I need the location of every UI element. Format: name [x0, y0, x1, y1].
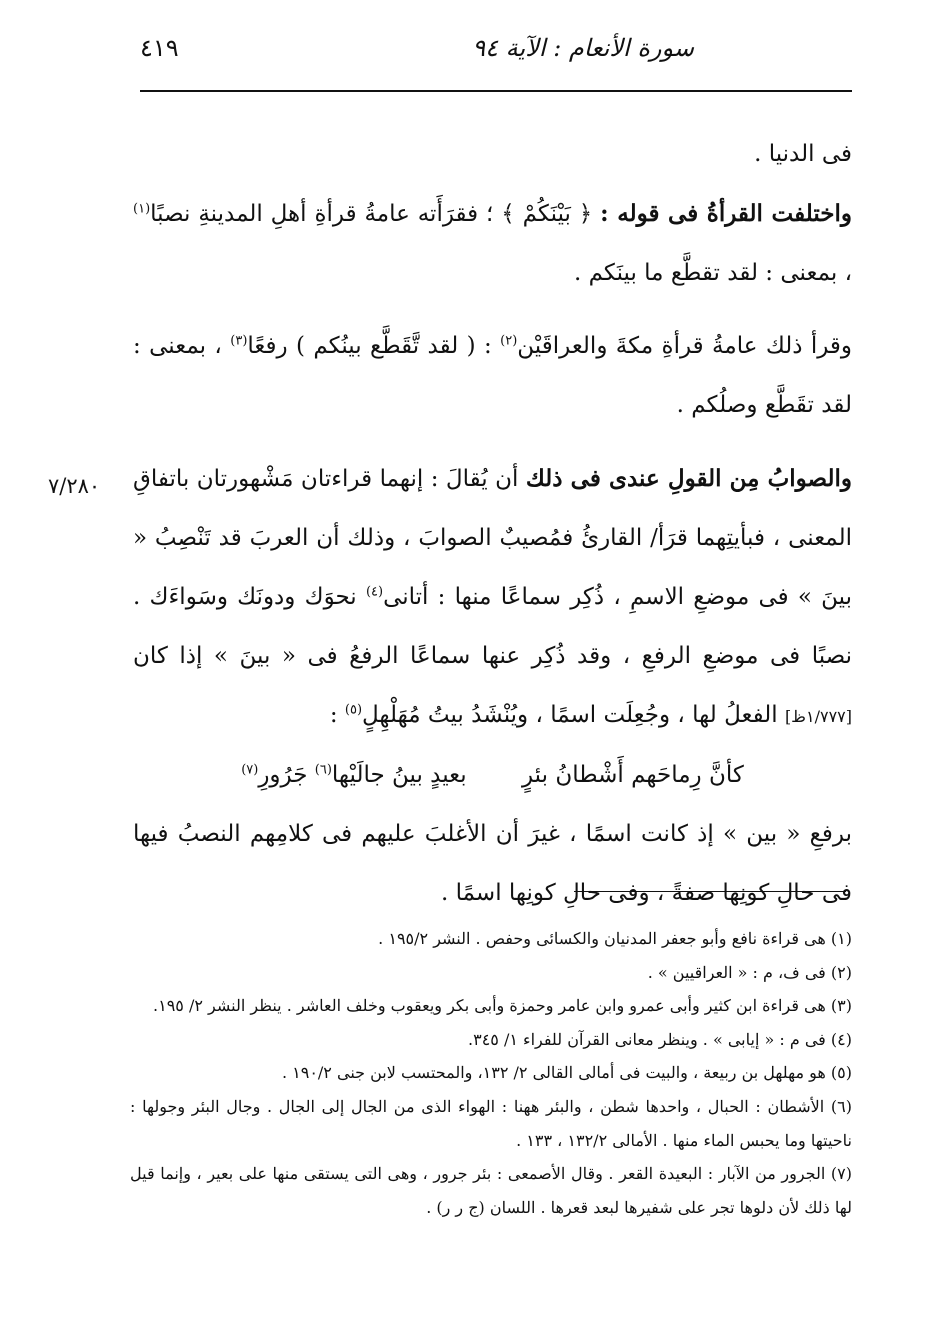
footnote-ref-5: (٥) — [344, 702, 363, 718]
paragraph-2 — [133, 184, 852, 303]
p2-bold: واختلفت القرأةُ فى قوله : — [600, 200, 853, 227]
p2-tail: ، بمعنى : لقد تقطَّع ما بينَكم . — [573, 260, 852, 286]
p4-d: : — [329, 702, 338, 728]
p3-c: ، بمعنى : لقد تقَطَّع وصلُكم . — [133, 333, 852, 418]
footnote-ref-7: (٧) — [241, 762, 259, 778]
p5-text: برفعِ « بين » إذ كانت اسمًا ، غيرَ أن الأغلبَ عليهم فى كلامِهم النصبُ فيها فى حالِ كونِها صفةً ، وفى حالِ كونِها اسمًا . — [133, 821, 852, 906]
poetry-verse — [133, 746, 852, 805]
p4-bold: والصوابُ مِن القولِ عندى فى ذلك — [525, 465, 852, 492]
p2-quote: ﴿ بَيْنَكُمْ ﴾ — [501, 201, 593, 227]
footnote-7: (٧) الجرور من الآبار : البعيدة القعر . وقال الأصمعى : بئر جرور ، وهى التى يستقى منها على بعير ، وإنما قيل لها ذلك لأن دلوها تجر على شفيرها لبعد قعرها . اللسان (ج ر ر) . — [130, 1164, 852, 1217]
paragraph-3 — [133, 317, 852, 435]
verse-first-hemistich: كأنَّ رِماحَهم أَشْطانُ بئرٍ — [521, 762, 744, 788]
paragraph-4 — [133, 449, 852, 746]
footnote-ref-2: (٢) — [500, 333, 518, 349]
p3-b: : ( لقد تَّقَطَّع بينُكم ) رفعًا — [247, 333, 492, 359]
verse-left-a: بعيدٍ بينُ جالَيْها — [331, 762, 467, 788]
footnote-1: (١) هى قراءة نافع وأبو جعفر المدنيان والكسائى وحفص . النشر ١٩٥/٢ . — [378, 929, 852, 948]
main-text — [133, 125, 852, 923]
footnotes — [130, 922, 852, 1224]
p3-a: وقرأ ذلك عامةُ قرأةِ مكةَ والعراقَيْن — [517, 333, 853, 359]
verse-second-hemistich — [241, 746, 466, 805]
footnote-5: (٥) هو مهلهل بن ربيعة ، والبيت فى أمالى القالى ٢/ ١٣٢، والمحتسب لابن جنى ١٩٠/٢ . — [281, 1063, 852, 1083]
footnote-ref-3: (٣) — [230, 333, 248, 349]
footnote-3: (٣) هى قراءة ابن كثير وأبى عمرو وابن عامر وحمزة وأبى بكر ويعقوب وخلف العاشر . ينظر النشر ٢/ ١٩٥. — [153, 996, 852, 1016]
p1-text: فى الدنيا . — [754, 141, 852, 167]
footnote-ref-6: (٦) — [314, 762, 332, 778]
p4-a: أن يُقالَ : إنهما قراءتان مَشْهورتان باتفاقِ المعنى ، فبأيتِهما قرَأ/ القارئُ فمُصيبٌ الصوابَ ، وذلك أن العربَ قد تَنْصِبُ « بينَ » فى موضعِ الاسمِ ، ذُكِر سماعًا منها : أتانى — [133, 466, 852, 610]
paragraph-5 — [133, 805, 852, 923]
footnote-6: (٦) الأشطان : الحبال ، واحدها شطن ، والبئر ههنا : الهواء الذى من الجال إلى الجال . وجال البئر وجولها : ناحيتها وما يحبس الماء منها . الأمالى ١٣٢/٢ ، ١٣٣ . — [130, 1096, 852, 1150]
margin-reference: ٧/٢٨٠ — [48, 474, 101, 498]
p4-b: نحوَك ودونَك وسَواءَك . نصبًا فى موضعِ الرفعِ ، وقد ذُكِر عنها سماعًا الرفعُ فى « بينَ » إذا كان — [133, 584, 852, 669]
verse-left-b: جَرُورِ — [258, 762, 308, 788]
paragraph-1 — [133, 125, 852, 184]
p4-c: الفعلُ لها ، وجُعِلَت اسمًا ، ويُنْشَدُ بيتُ مُهَلْهِلٍ — [362, 702, 778, 728]
running-title: سورة الأنعام : الآية ٩٤ — [472, 34, 694, 62]
footnote-2: (٢) فى ف، م : « العراقيين » . — [647, 962, 852, 982]
page-number: ٤١٩ — [140, 34, 179, 62]
footnote-4: (٤) فى م : « إيابى » . وينظر معانى القرآن للفراء ١/ ٣٤٥. — [468, 1029, 852, 1049]
header-rule — [140, 90, 852, 92]
footnote-ref-1: (١) — [133, 201, 151, 217]
footnote-ref-4: (٤) — [365, 584, 384, 600]
manuscript-marker: [١/٧٧٧ظ] — [784, 707, 852, 726]
footnote-rule — [574, 891, 846, 892]
p2-text: ؛ فقرَأَته عامةُ قرأةِ أهلِ المدينةِ نصبًا — [150, 201, 494, 227]
